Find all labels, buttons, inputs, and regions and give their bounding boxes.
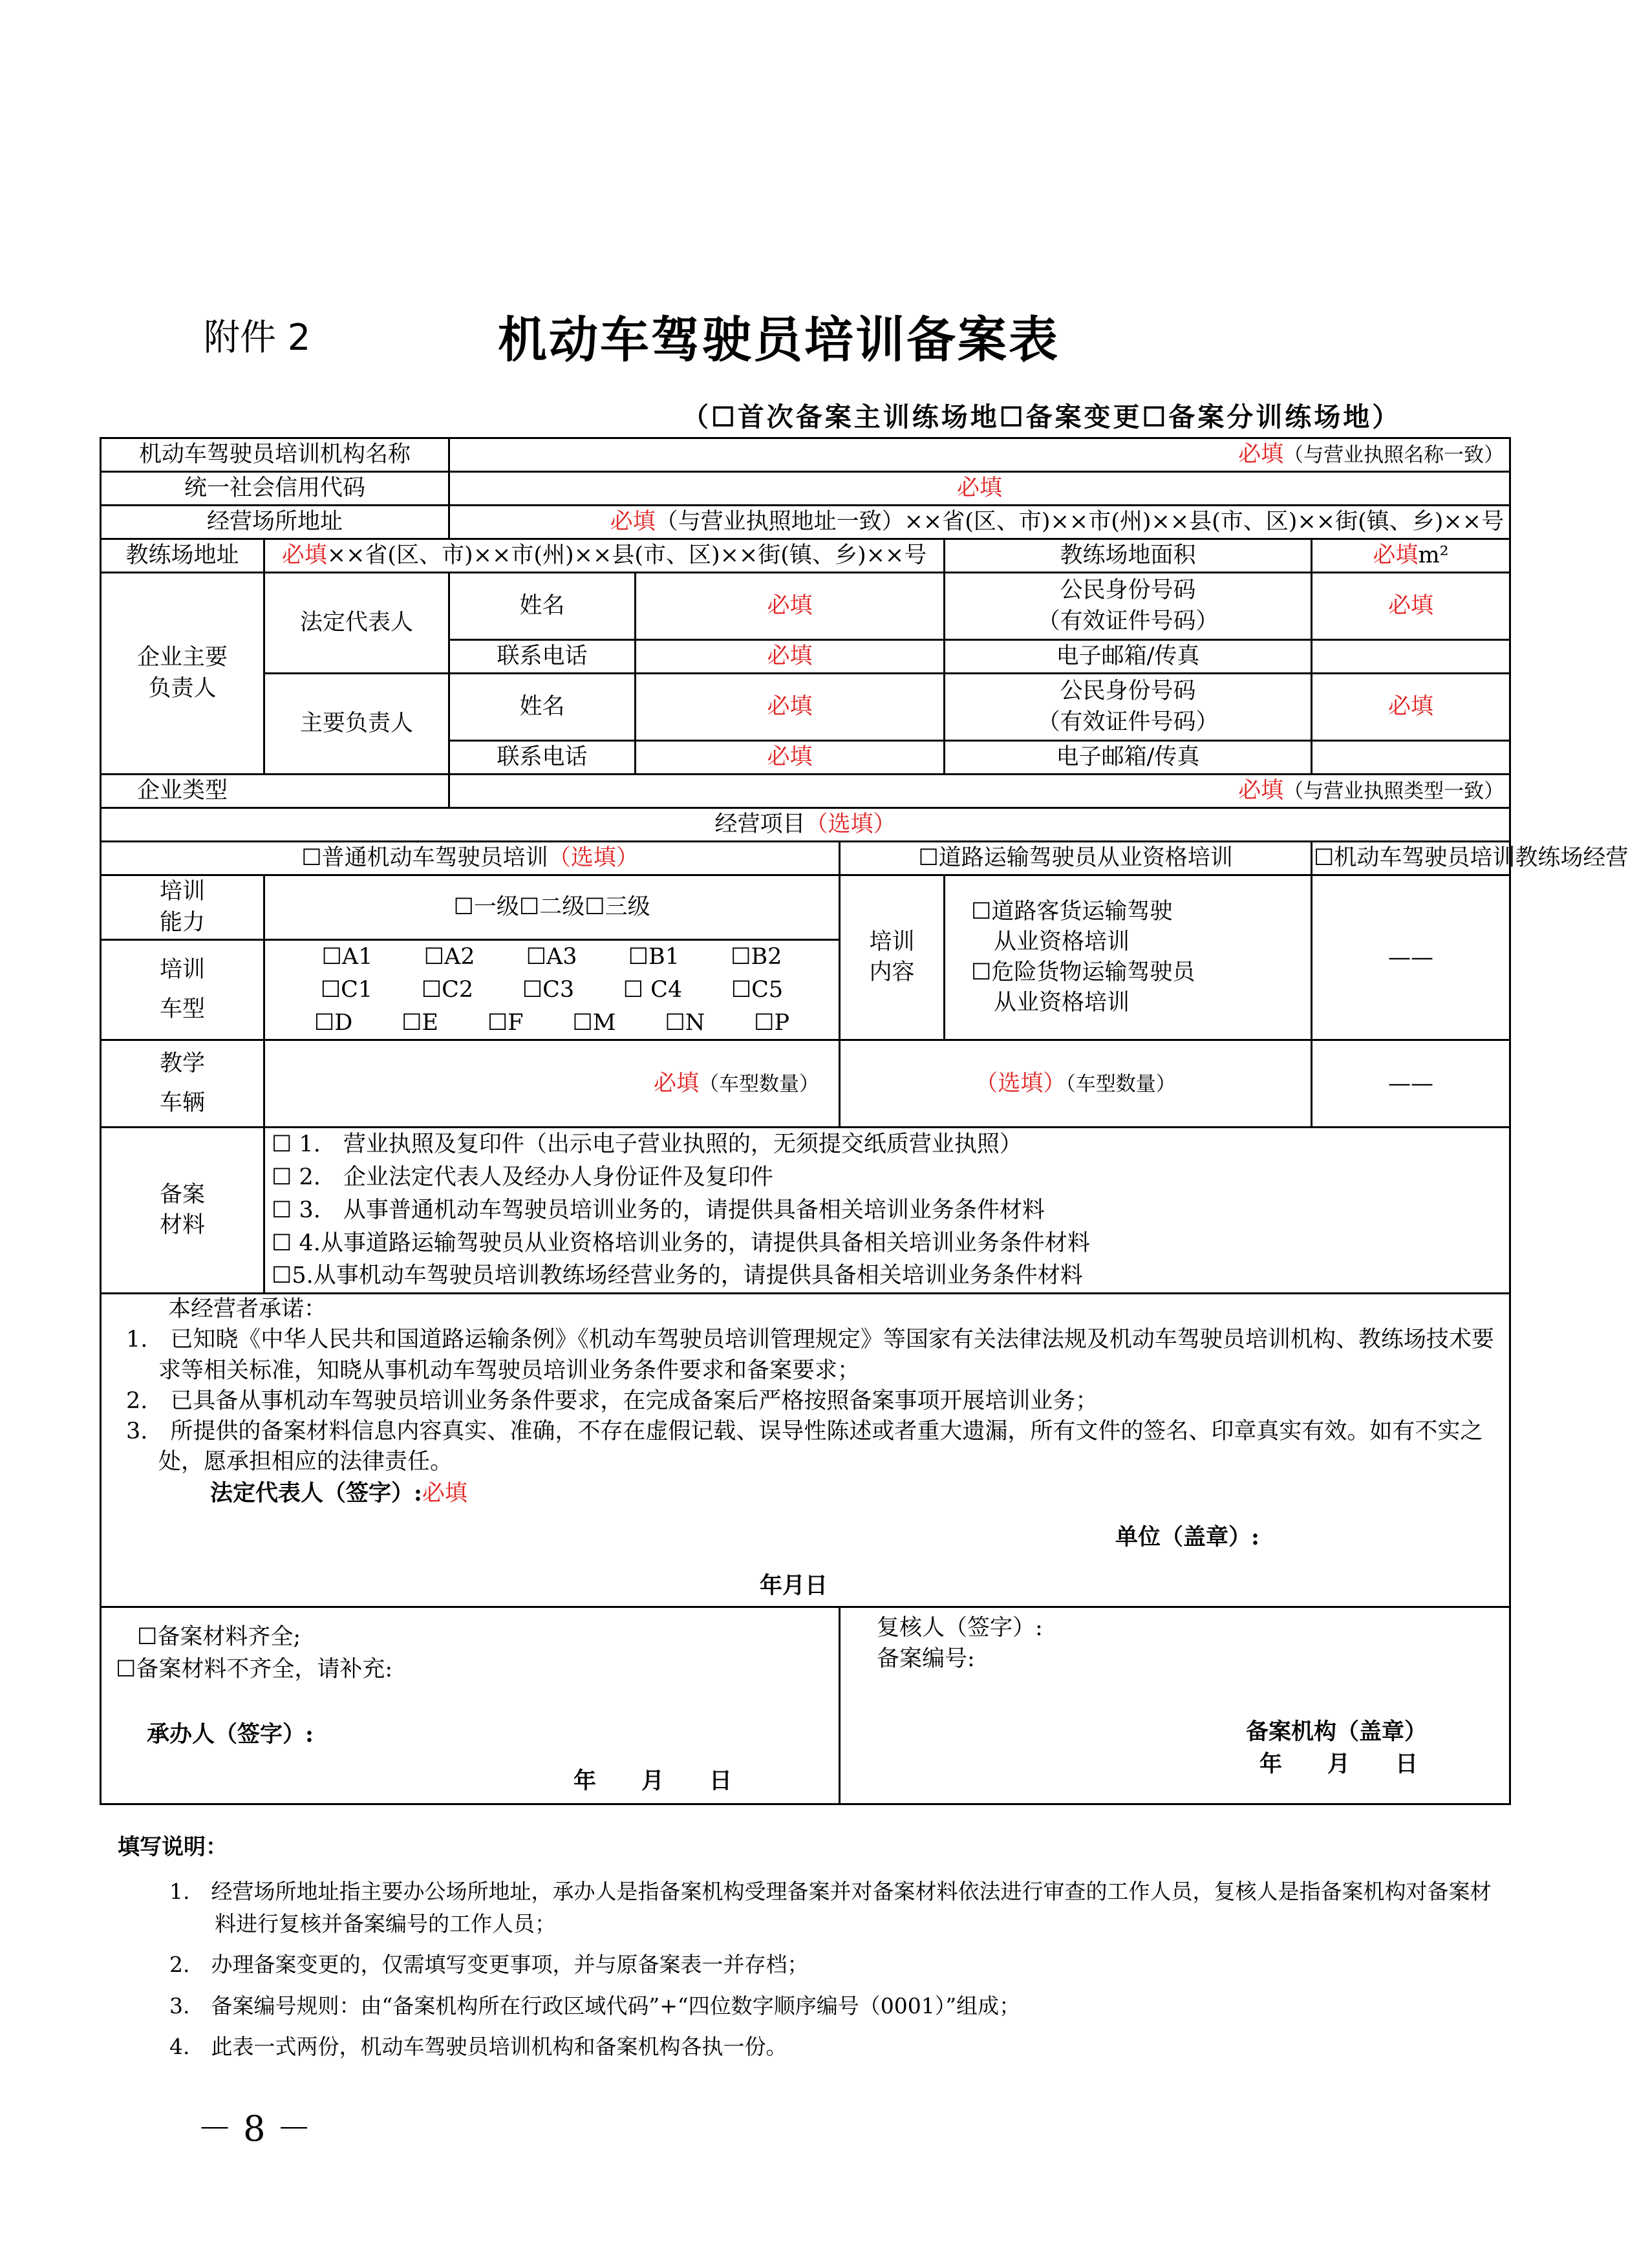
teaching-vehicles-label: [101, 1040, 264, 1128]
vehicle-types-grid: [264, 940, 840, 1040]
main-person-phone-field[interactable]: 必填: [636, 741, 945, 775]
row-credit-code: [101, 472, 1510, 506]
row-business-header: [101, 808, 1510, 842]
legal-rep-email-field[interactable]: [1312, 640, 1510, 674]
training-ability-label-line1: 培训: [159, 879, 205, 905]
vehicle-checkbox[interactable]: ☐ C4: [623, 976, 683, 1003]
note-item: 4. 此表一式两份，机动车驾驶员培训机构和备案机构各执一份。: [169, 2034, 787, 2059]
vehicle-checkbox[interactable]: ☐C5: [731, 976, 784, 1003]
content-item1-line1: ☐道路客货运输驾驶: [971, 898, 1173, 925]
vehicle-checkbox[interactable]: ☐M: [572, 1009, 616, 1036]
reviewer-signature-label[interactable]: 复核人（签字）:: [877, 1615, 1043, 1641]
note-item: 2. 办理备案变更的，仅需填写变更事项，并与原备案表一并存档；: [169, 1952, 809, 1977]
main-person-label: 主要负责人: [264, 674, 449, 775]
training-content-label-line2: 内容: [869, 959, 915, 986]
row-legal-rep-name: [101, 573, 1510, 640]
review-date-right: 年 月 日: [1259, 1751, 1419, 1777]
materials-incomplete-option[interactable]: ☐备案材料不齐全，请补充:: [116, 1656, 393, 1682]
review-date-left: 年 月 日: [573, 1768, 733, 1794]
material-item[interactable]: ☐ 4.从事道路运输驾驶员从业资格培训业务的，请提供具备相关培训业务条件材料: [272, 1230, 1090, 1256]
pledge-item: 2. 已具备从事机动车驾驶员培训业务条件要求，在完成备案后严格按照备案事项开展培训业务；: [126, 1387, 1098, 1414]
teaching-vehicles-label-line1: 教学: [159, 1051, 205, 1076]
business-header-label: 经营项目: [714, 811, 806, 837]
vehicle-row-1: [270, 941, 833, 974]
ground-address-value: ××省(区、市)××市(州)××县(市、区)××街(镇、乡)××号: [327, 542, 927, 568]
legal-rep-id-field[interactable]: 必填: [1312, 573, 1510, 640]
vehicle-checkbox[interactable]: ☐P: [754, 1009, 790, 1036]
persons-group-label-line2: 负责人: [148, 675, 217, 701]
main-person-email-label: 电子邮箱/传真: [945, 741, 1312, 775]
business-header-optional: （选填）: [805, 811, 896, 837]
materials-label: [101, 1128, 264, 1294]
legal-rep-name-field[interactable]: 必填: [636, 573, 945, 640]
note-item: 1. 经营场所地址指主要办公场所地址，承办人是指备案机构受理备案并对备案材料依法进行审查的工作人员，复核人是指备案机构对备案材料进行复核并备案编号的工作人员；: [169, 1879, 1492, 1936]
vehicle-row-2: [270, 974, 833, 1007]
vehicle-checkbox[interactable]: ☐B2: [731, 944, 782, 970]
legal-rep-signature[interactable]: [107, 1478, 1504, 1509]
vehicle-checkbox[interactable]: ☐A3: [526, 944, 577, 970]
vehicle-checkbox[interactable]: ☐D: [314, 1009, 353, 1036]
pledge-item: 1. 已知晓《中华人民共和国道路运输条例》《机动车驾驶员培训管理规定》等国家有关法律法规及机动车驾驶员培训机构、教练场技术要求等相关标准，知晓从事机动车驾驶员培训业务条件要求和备案要求；: [126, 1327, 1494, 1384]
business-col-road-transport[interactable]: ☐道路运输驾驶员从业资格培训: [840, 842, 1312, 875]
teaching-vehicles-road-field[interactable]: [840, 1040, 1312, 1128]
org-name-note: （与营业执照名称一致）: [1283, 443, 1505, 467]
legal-rep-phone-field[interactable]: 必填: [636, 640, 945, 674]
biz-address-field[interactable]: [449, 506, 1510, 539]
teaching-vehicles-label-line2: 车辆: [159, 1090, 205, 1117]
main-person-id-label-line1: 公民身份号码: [1060, 678, 1196, 705]
teaching-vehicles-note: （车型数量）: [699, 1072, 820, 1096]
materials-complete-option[interactable]: ☐备案材料齐全;: [137, 1624, 301, 1650]
persons-group-label: [101, 573, 264, 775]
teaching-vehicles-general-field[interactable]: [264, 1040, 840, 1128]
form-title: 机动车驾驶员培训备案表: [498, 311, 1060, 369]
teaching-vehicles-required: 必填: [654, 1070, 700, 1097]
vehicle-types-label: [101, 940, 264, 1040]
row-training-ability: [101, 875, 1510, 940]
materials-label-line1: 备案: [159, 1181, 205, 1208]
pledge-cell: [101, 1294, 1510, 1607]
vehicle-checkbox[interactable]: ☐C2: [421, 976, 474, 1003]
filling-notes: [118, 1831, 1508, 2072]
materials-label-line2: 材料: [159, 1212, 205, 1239]
vehicle-row-3: [270, 1007, 833, 1040]
notes-heading: 填写说明：: [118, 1834, 228, 1860]
legal-rep-signature-required: 必填: [422, 1480, 467, 1506]
training-content-options[interactable]: [945, 875, 1312, 1040]
row-review: [101, 1607, 1510, 1804]
content-item1-line2: 从业资格培训: [994, 928, 1130, 955]
biz-address-note: （与营业执照地址一致）××省(区、市)××市(州)××县(市、区)××街(镇、乡)××号: [655, 508, 1505, 535]
business-col-general-optional: （选填）: [548, 844, 639, 871]
material-item[interactable]: ☐ 1. 营业执照及复印件（出示电子营业执照的，无须提交纸质营业执照）: [272, 1131, 1022, 1158]
review-left-cell: [101, 1607, 840, 1804]
ground-area-field[interactable]: [1312, 539, 1510, 573]
row-pledge: [101, 1294, 1510, 1607]
row-business-columns: [101, 842, 1510, 875]
main-person-name-field[interactable]: 必填: [636, 674, 945, 741]
handler-signature-label[interactable]: 承办人（签字）:: [147, 1721, 314, 1748]
main-person-email-field[interactable]: [1312, 741, 1510, 775]
row-company-type: [101, 775, 1510, 808]
credit-code-label: 统一社会信用代码: [101, 472, 449, 506]
vehicle-checkbox[interactable]: ☐B1: [628, 944, 680, 970]
pledge-date: 年月日: [760, 1572, 828, 1599]
credit-code-field[interactable]: 必填: [449, 472, 1510, 506]
training-content-label-line1: 培训: [869, 928, 915, 955]
unit-stamp-label[interactable]: 单位（盖章）:: [1115, 1523, 1259, 1550]
row-ground: [101, 539, 1510, 573]
row-materials: [101, 1128, 1510, 1294]
training-ability-label-line2: 能力: [159, 909, 205, 936]
vehicle-checkbox[interactable]: ☐F: [487, 1009, 524, 1036]
attachment-label: 附件 2: [204, 317, 311, 359]
biz-address-required: 必填: [610, 508, 656, 535]
legal-rep-phone-label: 联系电话: [449, 640, 636, 674]
company-type-label: 企业类型: [101, 775, 449, 808]
row-biz-address: [101, 506, 1510, 539]
vehicle-checkbox[interactable]: ☐C1: [320, 976, 373, 1003]
row-main-person-name: [101, 674, 1510, 741]
training-ability-label: [101, 875, 264, 940]
vehicle-checkbox[interactable]: ☐E: [402, 1009, 439, 1036]
legal-rep-signature-label: 法定代表人（签字）:: [210, 1479, 422, 1506]
main-person-phone-label: 联系电话: [449, 741, 636, 775]
main-person-id-label-line2: （有效证件号码）: [1037, 709, 1219, 735]
material-item[interactable]: ☐5.从事机动车驾驶员培训教练场经营业务的，请提供具备相关培训业务条件材料: [272, 1263, 1083, 1289]
company-type-note: （与营业执照类型一致）: [1283, 779, 1505, 803]
company-type-required: 必填: [1238, 777, 1284, 804]
training-content-label: [840, 875, 945, 1040]
teaching-vehicles-road-note: （车型数量）: [1066, 1072, 1176, 1096]
row-org-name: [101, 438, 1510, 472]
material-item[interactable]: ☐ 2. 企业法定代表人及经办人身份证件及复印件: [272, 1164, 773, 1190]
ground-area-required: 必填: [1373, 542, 1419, 568]
ground-address-label: 教练场地址: [101, 539, 264, 573]
legal-rep-name-label: 姓名: [449, 573, 636, 640]
ground-area-unit: m²: [1418, 542, 1449, 568]
material-item[interactable]: ☐ 3. 从事普通机动车驾驶员培训业务的，请提供具备相关培训业务条件材料: [272, 1197, 1045, 1223]
record-number-label[interactable]: 备案编号:: [877, 1646, 975, 1672]
ground-address-field[interactable]: [264, 539, 945, 573]
vehicle-types-label-line1: 培训: [159, 956, 205, 983]
review-right-cell: [840, 1607, 1510, 1804]
business-col-ground-operation[interactable]: ☐机动车驾驶员培训教练场经营: [1312, 842, 1510, 875]
page-number: － 8 －: [197, 2108, 312, 2149]
main-person-id-field[interactable]: 必填: [1312, 674, 1510, 741]
materials-list: [264, 1128, 1510, 1294]
row-teaching-vehicles: [101, 1040, 1510, 1128]
legal-rep-id-label-line1: 公民身份号码: [1060, 577, 1196, 604]
main-person-id-label: [945, 674, 1312, 741]
biz-address-label: 经营场所地址: [101, 506, 449, 539]
pledge-item: 3. 所提供的备案材料信息内容真实、准确，不存在虚假记载、误导性陈述或者重大遗漏，所有文件的签名、印章真实有效。如有不实之处，愿承担相应的法律责任。: [126, 1418, 1483, 1475]
pledge-intro: 本经营者承诺：: [168, 1296, 327, 1322]
vehicle-types-label-line2: 车型: [159, 996, 205, 1023]
ground-op-content-dash: ——: [1312, 875, 1510, 1040]
teaching-vehicles-optional: （选填）: [975, 1070, 1066, 1097]
content-item2-line2: 从业资格培训: [994, 990, 1130, 1016]
filing-form-table: [100, 437, 1628, 1805]
persons-group-label-line1: 企业主要: [136, 645, 228, 671]
legal-rep-label: 法定代表人: [264, 573, 449, 674]
ground-op-vehicles-dash: ——: [1312, 1040, 1510, 1128]
company-type-field[interactable]: [449, 775, 1510, 808]
org-name-label: 机动车驾驶员培训机构名称: [101, 438, 449, 472]
ground-address-required: 必填: [281, 542, 327, 568]
legal-rep-id-label: [945, 573, 1312, 640]
org-name-field[interactable]: [449, 438, 1510, 472]
legal-rep-email-label: 电子邮箱/传真: [945, 640, 1312, 674]
org-name-required: 必填: [1238, 441, 1284, 467]
agency-stamp-label[interactable]: 备案机构（盖章）: [1246, 1718, 1428, 1745]
legal-rep-id-label-line2: （有效证件号码）: [1037, 608, 1219, 634]
ground-area-label: 教练场地面积: [945, 539, 1312, 573]
business-header: [101, 808, 1510, 842]
vehicle-checkbox[interactable]: ☐C3: [522, 976, 575, 1003]
vehicle-checkbox[interactable]: ☐A2: [423, 944, 475, 970]
form-subtitle: （☐首次备案主训练场地☐备案变更☐备案分训练场地）: [682, 401, 1402, 433]
vehicle-checkbox[interactable]: ☐N: [665, 1009, 705, 1036]
vehicle-checkbox[interactable]: ☐A1: [321, 944, 373, 970]
business-col-general[interactable]: [101, 842, 840, 875]
note-item: 3. 备案编号规则：由“备案机构所在行政区域代码”+“四位数字顺序编号（0001）”组成；: [169, 1993, 1021, 2018]
content-item2-line1: ☐危险货物运输驾驶员: [971, 959, 1195, 986]
main-person-name-label: 姓名: [449, 674, 636, 741]
business-col-general-label: ☐普通机动车驾驶员培训: [301, 844, 548, 871]
training-ability-options[interactable]: ☐一级☐二级☐三级: [264, 875, 840, 940]
